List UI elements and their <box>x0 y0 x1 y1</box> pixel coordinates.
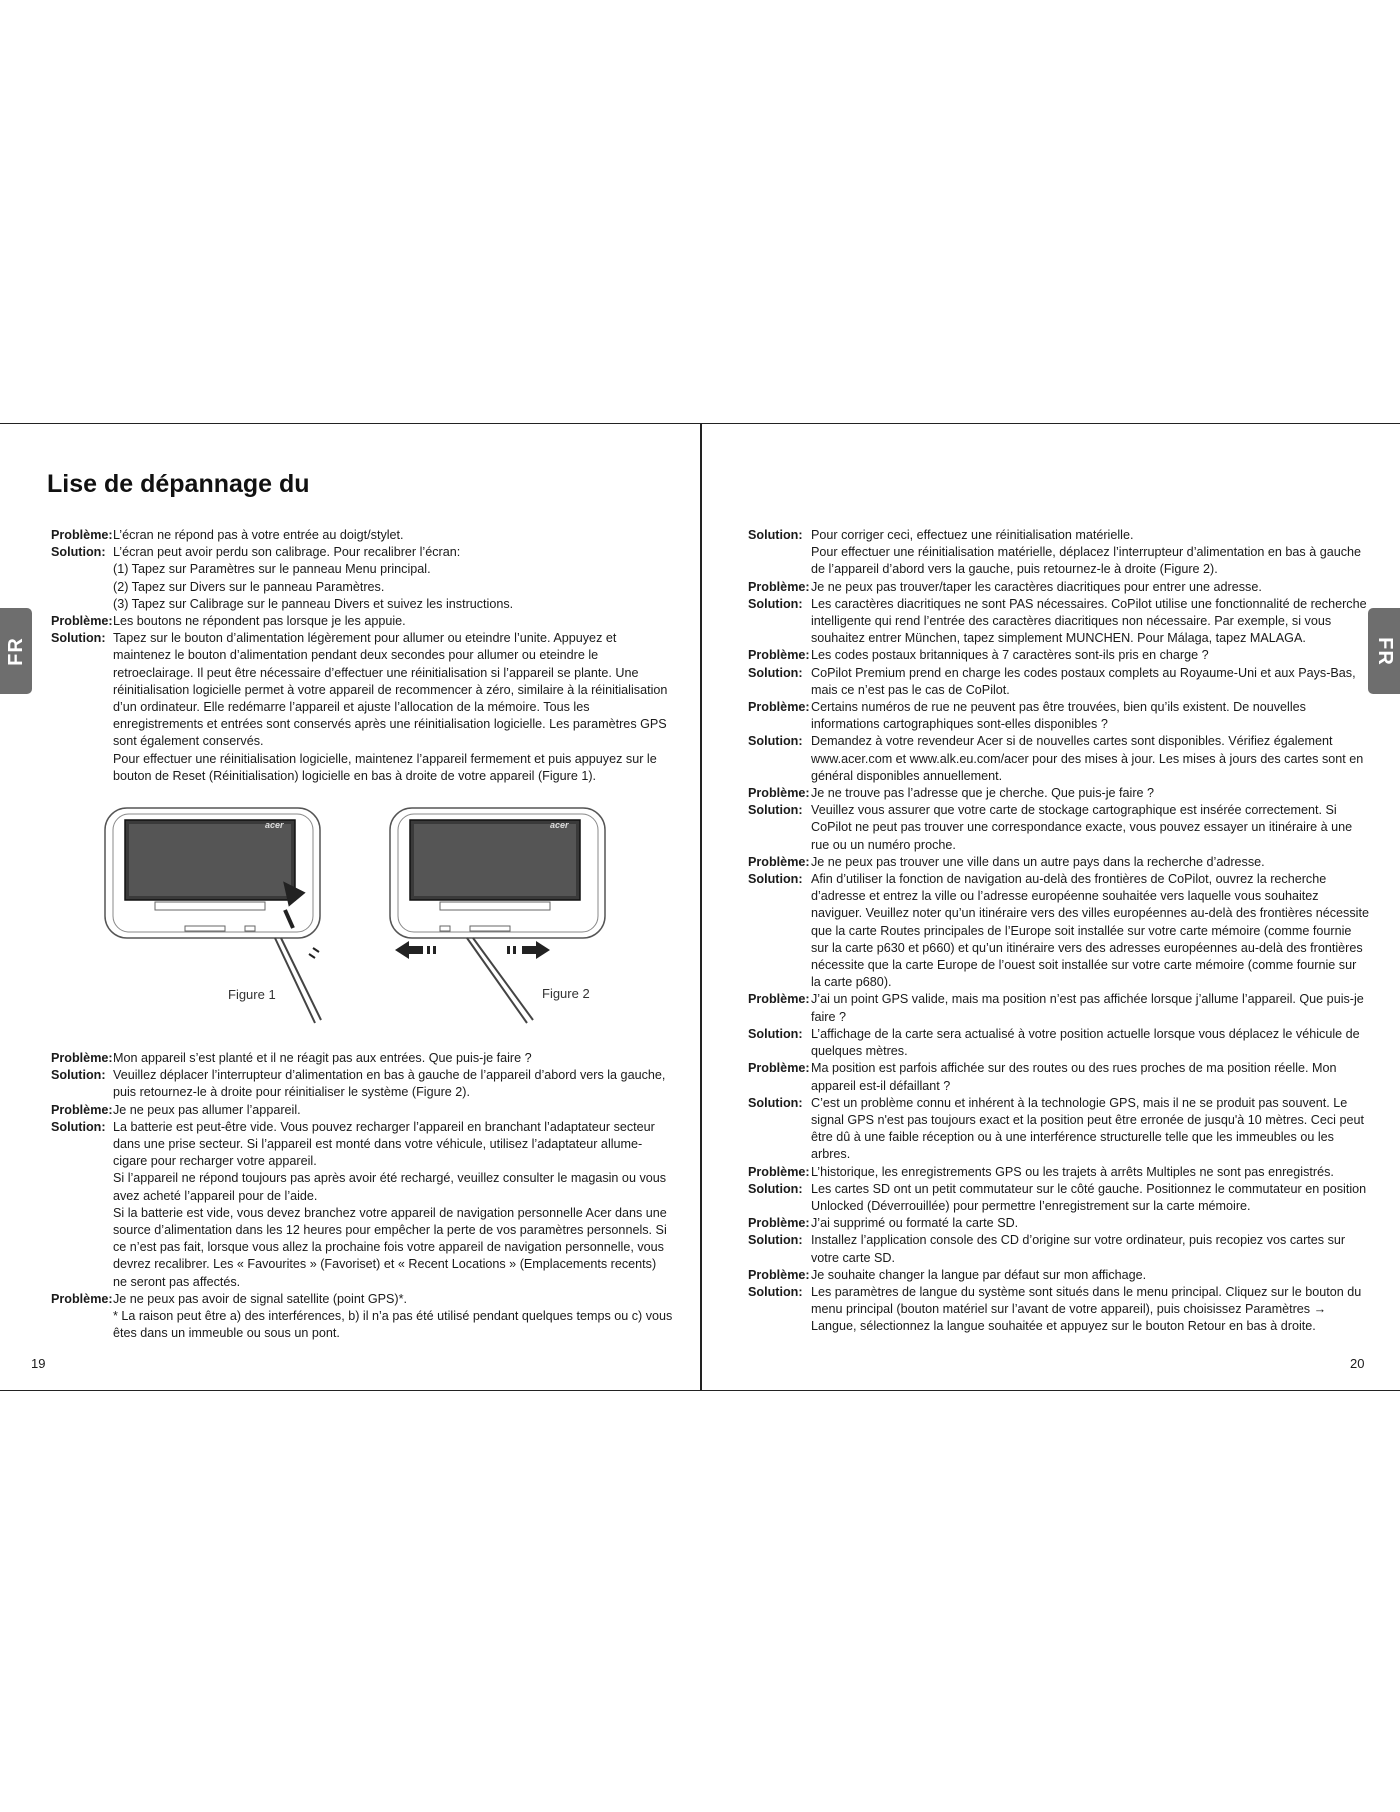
problem-label: Problème: <box>51 528 113 542</box>
solution-paragraph: (2) Tapez sur Divers sur le panneau Paramètres. <box>113 579 385 594</box>
solution-text <box>811 1232 1369 1266</box>
problem-label: Problème: <box>748 1061 810 1076</box>
solution-entry <box>748 1232 1369 1266</box>
solution-text <box>811 527 1369 579</box>
solution-entry <box>51 544 673 613</box>
solution-entry <box>748 802 1369 854</box>
figure-illustrations <box>95 798 615 1038</box>
solution-paragraph: Les paramètres de langue du système sont situés dans le menu principal. Cliquez sur le bouton du menu principal (bouton matériel sur l’avant de votre appareil), puis choisissez Paramètres → Langue, sélectionnez la langue souhaitée et appuyez sur le bouton Retour en bas à droite. <box>811 1284 1362 1334</box>
solution-entry <box>748 527 1369 579</box>
problem-text <box>811 579 1369 596</box>
problem-entry <box>748 1060 1369 1094</box>
language-tab-left: FR <box>0 608 32 694</box>
problem-text <box>811 699 1369 733</box>
solution-label: Solution: <box>748 1284 803 1299</box>
problem-entry <box>748 579 1369 596</box>
solution-entry <box>51 630 673 785</box>
solution-label: Solution: <box>748 1233 803 1248</box>
solution-text <box>811 802 1369 854</box>
solution-label: Solution: <box>748 1181 803 1196</box>
solution-label: Solution: <box>51 631 106 646</box>
problem-label: Problème: <box>748 1164 810 1179</box>
problem-label: Problème: <box>51 1102 113 1117</box>
faq-block-left-top <box>51 527 673 785</box>
solution-entry <box>748 1284 1369 1336</box>
solution-label: Solution: <box>51 1068 106 1083</box>
solution-paragraph: Si l’appareil ne répond toujours pas après avoir été rechargé, veuillez consulter le magasin ou vous avez acheté l’appareil pour de l’aide. <box>113 1171 667 1203</box>
solution-paragraph: (1) Tapez sur Paramètres sur le panneau Menu principal. <box>113 562 431 577</box>
problem-paragraph: Je ne peux pas trouver une ville dans un autre pays dans la recherche d’adresse. <box>811 854 1265 869</box>
solution-paragraph: Afin d’utiliser la fonction de navigation au-delà des frontières de CoPilot, ouvrez la recherche d’adresse et entrez la ville ou l’adresse européenne souhaitée vers laquelle vous souhaitez naviguer. Veuillez noter qu’un itinéraire vers des villes européennes au-delà des frontières nécessite que la carte Routes principales de l’Europe soit installée sur votre carte mémoire (comme fournie sur la carte p630 et p660) et qu’un itinéraire vers des adresses européennes au-delà des frontières nécessite que la carte Europe de l’ouest soit installée sur votre carte mémoire (comme fournie sur la carte p680). <box>811 872 1369 990</box>
problem-text <box>811 785 1369 802</box>
solution-text <box>113 630 673 785</box>
problem-entry <box>51 1102 673 1119</box>
problem-text <box>811 854 1369 871</box>
solution-label: Solution: <box>748 734 803 749</box>
problem-text <box>113 1102 673 1119</box>
solution-paragraph: (3) Tapez sur Calibrage sur le panneau Divers et suivez les instructions. <box>113 596 514 611</box>
problem-label: Problème: <box>748 648 810 663</box>
solution-label: Solution: <box>748 596 803 611</box>
problem-text <box>811 1164 1369 1181</box>
problem-entry <box>51 613 673 630</box>
problem-entry <box>748 647 1369 664</box>
solution-paragraph: Veuillez déplacer l’interrupteur d’alimentation en bas à gauche de l’appareil d’abord vers la gauche, puis retournez-le à droite pour réinitialiser le système (Figure 2). <box>113 1068 666 1100</box>
solution-entry <box>748 665 1369 699</box>
figure-2-caption: Figure 2 <box>542 986 590 1001</box>
problem-label: Problème: <box>748 1267 810 1282</box>
solution-entry <box>748 733 1369 785</box>
solution-paragraph: Pour effectuer une réinitialisation matérielle, déplacez l’interrupteur d’alimentation en bas à gauche de l’appareil d’abord vers la gauche, puis retournez-le à droite (Figure 2). <box>811 545 1362 577</box>
solution-entry <box>748 1181 1369 1215</box>
solution-paragraph: Si la batterie est vide, vous devez branchez votre appareil de navigation personnelle Acer dans une source d’alimentation dans les 12 heures pour empêcher la perte de vos paramètres personnels. Si ce n’est pas fait, lorsque vous allez la prochaine fois votre appareil de navigation personnelle, vous devrez recalibrer. Les « Favourites » (Favoriset) et « Recent Locations » (Emplacements recents) ne seront pas affectés. <box>113 1205 667 1289</box>
problem-entry <box>51 1291 673 1343</box>
solution-label: Solution: <box>748 803 803 818</box>
solution-text <box>811 1284 1369 1336</box>
problem-label: Problème: <box>51 1051 113 1065</box>
solution-paragraph: Installez l’application console des CD d’origine sur votre ordinateur, puis recopiez vos cartes sur votre carte SD. <box>811 1233 1346 1265</box>
brand-logo-2: acer <box>550 820 569 830</box>
problem-entry <box>748 1267 1369 1284</box>
solution-paragraph: CoPilot Premium prend en charge les codes postaux complets au Royaume-Uni et aux Pays-Bas, mais ce n’est pas le cas de CoPilot. <box>811 665 1356 697</box>
solution-entry <box>748 1095 1369 1164</box>
problem-label: Problème: <box>748 786 810 801</box>
solution-label: Solution: <box>748 872 803 887</box>
solution-text <box>811 1095 1369 1164</box>
problem-text <box>811 1267 1369 1284</box>
page-number-right: 20 <box>1350 1356 1365 1371</box>
solution-paragraph: Les caractères diacritiques ne sont PAS nécessaires. CoPilot utilise une fonctionnalité de recherche intelligente qui rend l’entrée des caractères diacritiques non nécessaire. Par exemple, si vous souhaitez entrer München, tapez simplement MUNCHEN. Pour Málaga, tapez MALAGA. <box>811 596 1367 646</box>
problem-text <box>113 1291 673 1343</box>
solution-text <box>113 1119 673 1291</box>
solution-paragraph: Pour effectuer une réinitialisation logicielle, maintenez l’appareil fermement et puis appuyez sur le bouton de Reset (Réinitialisation) logicielle en bas à droite de votre appareil (Figure 1). <box>113 751 657 783</box>
language-tab-right: FR <box>1368 608 1400 694</box>
device-figure-1 <box>105 808 321 1023</box>
faq-block-left-bottom <box>51 1050 673 1342</box>
problem-paragraph: Je ne peux pas trouver/taper les caractères diacritiques pour entrer une adresse. <box>811 579 1262 594</box>
solution-label: Solution: <box>748 1095 803 1110</box>
solution-text <box>113 1067 673 1101</box>
solution-text <box>811 596 1369 648</box>
problem-text <box>113 613 673 630</box>
problem-paragraph: J’ai un point GPS valide, mais ma position n’est pas affichée lorsque j’allume l’appareil. Que puis-je faire ? <box>811 992 1364 1024</box>
solution-label: Solution: <box>51 545 106 560</box>
problem-paragraph: Ma position est parfois affichée sur des routes ou des rues proches de ma position réelle. Mon appareil est-il défaillant ? <box>811 1061 1337 1093</box>
problem-entry <box>748 785 1369 802</box>
solution-paragraph: C’est un problème connu et inhérent à la technologie GPS, mais il ne se produit pas souvent. Le signal GPS n'est pas toujours exact et la position peut être erronée de jusqu'à 10 mètres. Ceci peut être dû à une faible réception ou à une interférence structurelle telle que les immeubles ou les arbres. <box>811 1095 1364 1162</box>
figure-1-caption: Figure 1 <box>228 987 276 1002</box>
problem-entry <box>748 699 1369 733</box>
problem-paragraph: L’écran ne répond pas à votre entrée au doigt/stylet. <box>113 528 404 542</box>
problem-label: Problème: <box>51 614 113 629</box>
solution-paragraph: Les cartes SD ont un petit commutateur sur le côté gauche. Positionnez le commutateur en position Unlocked (Déverrouillée) pour permettre l’enregistrement sur la carte mémoire. <box>811 1181 1367 1213</box>
solution-paragraph: Pour corriger ceci, effectuez une réinitialisation matérielle. <box>811 528 1134 542</box>
solution-entry <box>51 1067 673 1101</box>
solution-paragraph: Tapez sur le bouton d’alimentation légèrement pour allumer ou eteindre l’unite. Appuyez et maintenez le bouton d’alimentation pendant deux secondes pour allumer ou eteindre le retroeclairage. Il peut être nécessaire d’effectuer une réinitialisation si l’appareil se plante. Une réinitialisation logicielle permet à votre appareil de recommencer à zéro, similaire à la réinitialisation d’un ordinateur. Elle redémarre l’appareil et ajuste l’allocation de la mémoire. Tous les enregistrements et entrées sont conservés après une réinitialisation logicielle. Les paramètres GPS sont également conservés. <box>113 631 668 749</box>
solution-text <box>811 1181 1369 1215</box>
problem-label: Problème: <box>51 1291 113 1306</box>
problem-paragraph: Je ne peux pas allumer l’appareil. <box>113 1102 301 1117</box>
solution-text <box>113 544 673 613</box>
device-figures <box>95 798 615 1038</box>
problem-entry <box>51 527 673 544</box>
problem-text <box>811 1060 1369 1094</box>
problem-paragraph: Je ne peux pas avoir de signal satellite (point GPS)*. <box>113 1291 408 1306</box>
solution-text <box>811 871 1369 991</box>
problem-paragraph: J’ai supprimé ou formaté la carte SD. <box>811 1216 1019 1231</box>
problem-text <box>113 1050 673 1067</box>
solution-paragraph: Demandez à votre revendeur Acer si de nouvelles cartes sont disponibles. Vérifiez également www.acer.com et www.alk.eu.com/acer pour des mises à jour. Les mises à jours des cartes sont en général disponibles annuellement. <box>811 734 1364 783</box>
solution-paragraph: L’écran peut avoir perdu son calibrage. Pour recalibrer l’écran: <box>113 545 461 560</box>
solution-label: Solution: <box>748 1026 803 1041</box>
faq-block-right <box>748 527 1369 1336</box>
problem-paragraph: * La raison peut être a) des interférences, b) il n’a pas été utilisé pendant quelques temps ou c) vous êtes dans un immeuble ou sous un pont. <box>113 1309 673 1341</box>
solution-text <box>811 733 1369 785</box>
problem-label: Problème: <box>748 700 810 715</box>
solution-entry <box>748 1026 1369 1060</box>
problem-text <box>113 527 673 544</box>
problem-paragraph: Je ne trouve pas l’adresse que je cherche. Que puis-je faire ? <box>811 786 1155 801</box>
problem-text <box>811 1215 1369 1232</box>
problem-entry <box>748 1164 1369 1181</box>
page-number-left: 19 <box>31 1356 46 1371</box>
brand-logo-1: acer <box>265 820 284 830</box>
page-title: Lise de dépannage du <box>47 470 310 498</box>
problem-entry <box>51 1050 673 1067</box>
problem-label: Problème: <box>748 854 810 869</box>
solution-text <box>811 1026 1369 1060</box>
problem-entry <box>748 854 1369 871</box>
problem-paragraph: Les boutons ne répondent pas lorsque je les appuie. <box>113 614 406 629</box>
solution-entry <box>748 596 1369 648</box>
problem-paragraph: Certains numéros de rue ne peuvent pas être trouvées, bien qu’ils existent. De nouvelles informations cartographiques sont-elles disponibles ? <box>811 700 1306 732</box>
problem-entry <box>748 991 1369 1025</box>
problem-label: Problème: <box>748 992 810 1007</box>
solution-entry <box>51 1119 673 1291</box>
solution-label: Solution: <box>748 665 803 680</box>
problem-paragraph: Les codes postaux britanniques à 7 caractères sont-ils pris en charge ? <box>811 648 1209 663</box>
problem-text <box>811 991 1369 1025</box>
problem-paragraph: Je souhaite changer la langue par défaut sur mon affichage. <box>811 1267 1147 1282</box>
center-gutter <box>700 423 702 1391</box>
problem-paragraph: L’historique, les enregistrements GPS ou les trajets à arrêts Multiples ne sont pas enregistrés. <box>811 1164 1334 1179</box>
problem-label: Problème: <box>748 579 810 594</box>
solution-paragraph: Veuillez vous assurer que votre carte de stockage cartographique est insérée correctement. Si CoPilot ne peut pas trouver une correspondance exacte, vous pouvez essayer un itinéraire à une rue ou un numéro proche. <box>811 803 1353 852</box>
problem-entry <box>748 1215 1369 1232</box>
solution-label: Solution: <box>51 1119 106 1134</box>
problem-label: Problème: <box>748 1216 810 1231</box>
solution-paragraph: L’affichage de la carte sera actualisé à votre position actuelle lorsque vous déplacez le véhicule de quelques mètres. <box>811 1026 1360 1059</box>
problem-paragraph: Mon appareil s’est planté et il ne réagit pas aux entrées. Que puis-je faire ? <box>113 1051 532 1065</box>
solution-label: Solution: <box>748 528 803 542</box>
solution-paragraph: La batterie est peut-être vide. Vous pouvez recharger l’appareil en branchant l’adaptateur secteur dans une prise secteur. Si l’appareil est monté dans votre véhicule, utilisez l’adaptateur allume-cigare pour recharger votre appareil. <box>113 1119 655 1169</box>
solution-text <box>811 665 1369 699</box>
problem-text <box>811 647 1369 664</box>
solution-entry <box>748 871 1369 991</box>
